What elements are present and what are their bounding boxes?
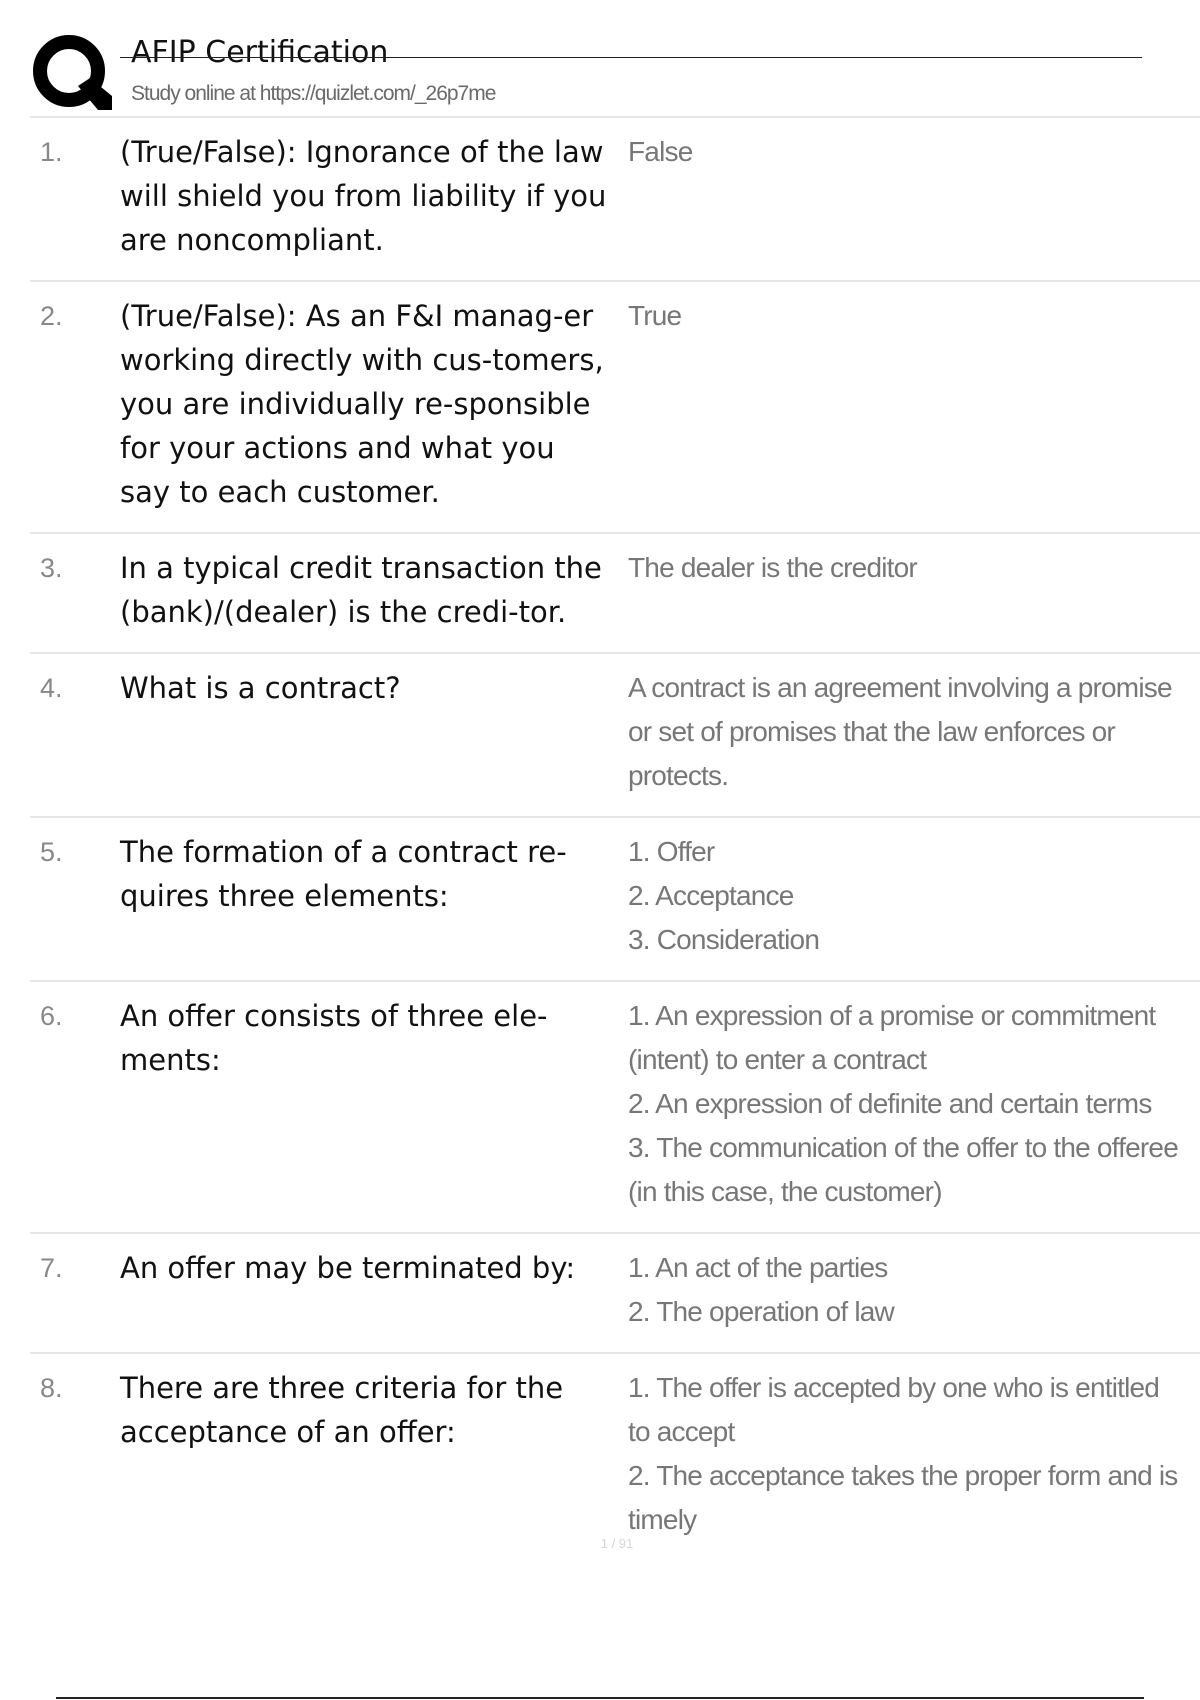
flashcard-row	[30, 1234, 1200, 1354]
card-number: 6.	[40, 1001, 63, 1031]
footer-rule	[56, 1697, 1144, 1699]
card-number: 2.	[40, 301, 63, 331]
card-term: The formation of a contract re-quires three elements:	[120, 835, 567, 913]
card-term: (True/False): As an F&I manag-er working directly with cus-tomers, you are individually re-sponsible for your actions and what you say to each customer.	[120, 299, 604, 509]
card-definition: 1. Offer 2. Acceptance 3. Consideration	[628, 836, 820, 955]
card-number: 8.	[40, 1373, 63, 1403]
flashcard-row	[30, 282, 1200, 534]
flashcard-row	[30, 534, 1200, 654]
card-number: 7.	[40, 1253, 63, 1283]
card-number: 3.	[40, 553, 63, 583]
flashcard-list	[30, 118, 1200, 1560]
card-definition: 1. The offer is accepted by one who is entitled to accept 2. The acceptance takes the proper form and is timely	[628, 1372, 1178, 1535]
card-definition: 1. An expression of a promise or commitment (intent) to enter a contract 2. An expression of definite and certain terms 3. The communication of the offer to the offeree (in this case, the customer)	[628, 1000, 1178, 1207]
flashcard-row	[30, 982, 1200, 1234]
card-definition: True	[628, 300, 682, 331]
title-rule	[120, 57, 1142, 58]
card-term: There are three criteria for the acceptance of an offer:	[120, 1371, 564, 1449]
card-number: 5.	[40, 837, 63, 867]
card-definition: The dealer is the creditor	[628, 552, 917, 583]
document-title: AFIP Certification	[131, 35, 389, 70]
card-number: 4.	[40, 673, 63, 703]
card-term: (True/False): Ignorance of the law will shield you from liability if you are noncompliant.	[120, 135, 607, 257]
card-definition: A contract is an agreement involving a promise or set of promises that the law enforces or protects.	[628, 672, 1172, 791]
quizlet-logo-icon	[32, 34, 112, 110]
flashcard-row	[30, 654, 1200, 818]
study-online-link[interactable]: Study online at https://quizlet.com/_26p7me	[131, 82, 496, 105]
card-definition: False	[628, 136, 693, 167]
card-term: An offer consists of three ele-ments:	[120, 999, 548, 1077]
flashcard-row	[30, 818, 1200, 982]
card-term: What is a contract?	[120, 671, 401, 705]
flashcard-row	[30, 118, 1200, 282]
card-term: An offer may be terminated by:	[120, 1251, 576, 1285]
page-number: 1 / 91	[600, 1536, 634, 1551]
card-number: 1.	[40, 137, 63, 167]
card-definition: 1. An act of the parties 2. The operation of law	[628, 1252, 894, 1327]
flashcard-row	[30, 1354, 1200, 1560]
card-term: In a typical credit transaction the (bank)/(dealer) is the credi-tor.	[120, 551, 602, 629]
